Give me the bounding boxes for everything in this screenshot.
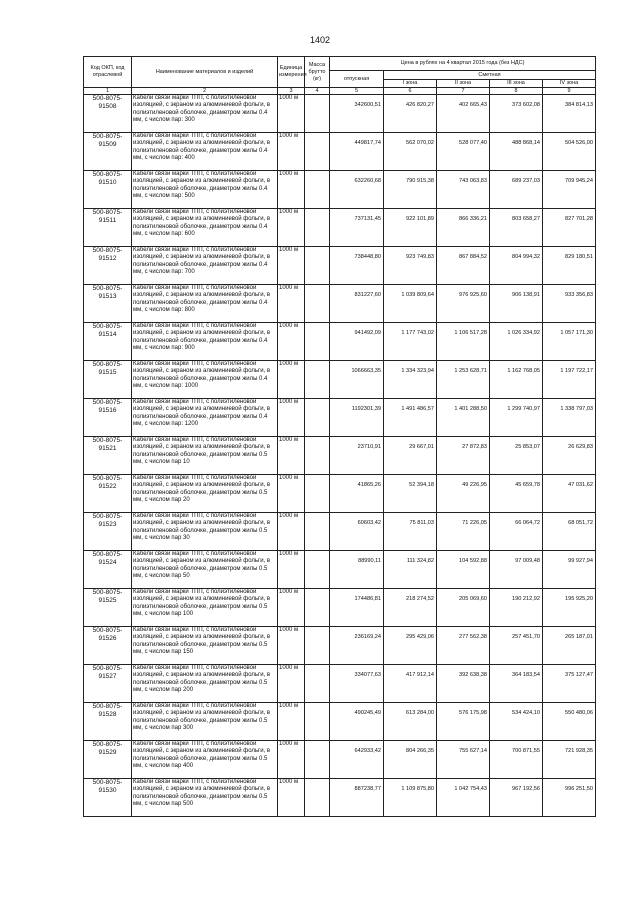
zone-1-price: 295 429,06 [384, 627, 437, 665]
column-number: 7 [437, 88, 490, 95]
zone-1-price: 1 109 875,80 [384, 779, 437, 817]
zone-4-price: 1 197 722,17 [543, 361, 596, 399]
product-name: Кабели связи марки ТПП, с полиэтиленовой изоляцией, с экраном из алюминиевой фольги, в полиэтиленовой оболочке, диаметром жилы 0.4 мм, с числом пар: 800 [132, 285, 278, 323]
product-code: 500-8075-91522 [84, 475, 132, 513]
product-code: 500-8075-91510 [84, 171, 132, 209]
unit-of-measure: 1000 м [278, 133, 305, 171]
zone-4-price: 996 251,50 [543, 779, 596, 817]
product-name: Кабели связи марки ТПП, с полиэтиленовой изоляцией, с экраном из алюминиевой фольги, в полиэтиленовой оболочке, диаметром жилы 0.4 мм, с числом пар: 700 [132, 247, 278, 285]
zone-3-price: 1 026 334,92 [490, 323, 543, 361]
zone-3-price: 804 994,32 [490, 247, 543, 285]
zone-2-price: 743 063,83 [437, 171, 490, 209]
release-price: 60603,42 [330, 513, 384, 551]
release-price: 1192301,39 [330, 399, 384, 437]
table-row [84, 171, 596, 209]
unit-of-measure: 1000 м [278, 323, 305, 361]
table-row [84, 323, 596, 361]
zone-4-price: 99 927,94 [543, 551, 596, 589]
zone-2-price: 866 336,21 [437, 209, 490, 247]
product-name: Кабели связи марки ТПП, с полиэтиленовой изоляцией, с экраном из алюминиевой фольги, в полиэтиленовой оболочке, диаметром жилы 0.5 мм, с числом пар 100 [132, 589, 278, 627]
table-row [84, 247, 596, 285]
unit-of-measure: 1000 м [278, 247, 305, 285]
unit-of-measure: 1000 м [278, 551, 305, 589]
zone-4-price: 68 051,72 [543, 513, 596, 551]
product-name: Кабели связи марки ТПП, с полиэтиленовой изоляцией, с экраном из алюминиевой фольги, в полиэтиленовой оболочке, диаметром жилы 0.5 мм, с числом пар 10 [132, 437, 278, 475]
zone-1-price: 562 070,02 [384, 133, 437, 171]
zone-4-price: 933 356,83 [543, 285, 596, 323]
release-price: 490245,49 [330, 703, 384, 741]
zone-4-price: 504 526,00 [543, 133, 596, 171]
zone-4-price: 265 187,01 [543, 627, 596, 665]
zone-3-price: 1 162 768,05 [490, 361, 543, 399]
zone-1-price: 613 284,00 [384, 703, 437, 741]
gross-mass [305, 551, 330, 589]
zone-3-price: 906 138,91 [490, 285, 543, 323]
table-row [84, 551, 596, 589]
zone-2-price: 27 872,83 [437, 437, 490, 475]
product-name: Кабели связи марки ТПП, с полиэтиленовой изоляцией, с экраном из алюминиевой фольги, в полиэтиленовой оболочке, диаметром жилы 0.5 мм, с числом пар 200 [132, 665, 278, 703]
zone-3-price: 488 868,14 [490, 133, 543, 171]
zone-4-price: 384 814,13 [543, 95, 596, 133]
unit-of-measure: 1000 м [278, 475, 305, 513]
column-number-row [84, 88, 596, 95]
table-body [84, 95, 596, 817]
header-zone-4: IV зона [543, 80, 596, 88]
gross-mass [305, 513, 330, 551]
gross-mass [305, 665, 330, 703]
zone-3-price: 25 853,07 [490, 437, 543, 475]
product-name: Кабели связи марки ТПП, с полиэтиленовой изоляцией, с экраном из алюминиевой фольги, в полиэтиленовой оболочке, диаметром жилы 0.5 мм, с числом пар 300 [132, 703, 278, 741]
zone-4-price: 375 127,47 [543, 665, 596, 703]
product-code: 500-8075-91508 [84, 95, 132, 133]
table-row [84, 437, 596, 475]
table-row [84, 95, 596, 133]
zone-2-price: 49 226,95 [437, 475, 490, 513]
release-price: 887238,77 [330, 779, 384, 817]
release-price: 632260,68 [330, 171, 384, 209]
product-code: 500-8075-91525 [84, 589, 132, 627]
unit-of-measure: 1000 м [278, 95, 305, 133]
zone-4-price: 47 031,62 [543, 475, 596, 513]
unit-of-measure: 1000 м [278, 399, 305, 437]
column-number: 5 [330, 88, 384, 95]
zone-4-price: 550 480,06 [543, 703, 596, 741]
product-code: 500-8075-91512 [84, 247, 132, 285]
zone-2-price: 392 638,38 [437, 665, 490, 703]
zone-1-price: 1 177 743,02 [384, 323, 437, 361]
zone-4-price: 827 701,28 [543, 209, 596, 247]
table-row [84, 513, 596, 551]
header-estimate: Сметная [384, 71, 596, 80]
unit-of-measure: 1000 м [278, 171, 305, 209]
unit-of-measure: 1000 м [278, 703, 305, 741]
zone-1-price: 52 394,18 [384, 475, 437, 513]
header-mass: Масса брутто (кг) [305, 57, 330, 88]
release-price: 941492,09 [330, 323, 384, 361]
zone-4-price: 1 338 797,03 [543, 399, 596, 437]
zone-3-price: 97 009,48 [490, 551, 543, 589]
zone-2-price: 1 401 288,50 [437, 399, 490, 437]
gross-mass [305, 209, 330, 247]
zone-1-price: 218 274,52 [384, 589, 437, 627]
unit-of-measure: 1000 м [278, 741, 305, 779]
table-row [84, 399, 596, 437]
product-code: 500-8075-91530 [84, 779, 132, 817]
zone-3-price: 45 659,78 [490, 475, 543, 513]
product-code: 500-8075-91527 [84, 665, 132, 703]
table-row [84, 209, 596, 247]
product-code: 500-8075-91523 [84, 513, 132, 551]
zone-1-price: 923 749,83 [384, 247, 437, 285]
release-price: 334077,63 [330, 665, 384, 703]
zone-3-price: 534 424,10 [490, 703, 543, 741]
zone-4-price: 1 057 171,30 [543, 323, 596, 361]
unit-of-measure: 1000 м [278, 361, 305, 399]
table-row [84, 627, 596, 665]
product-code: 500-8075-91509 [84, 133, 132, 171]
header-code: Код ОКП, код отраслевой [84, 57, 132, 88]
release-price: 449817,74 [330, 133, 384, 171]
zone-2-price: 528 077,40 [437, 133, 490, 171]
unit-of-measure: 1000 м [278, 665, 305, 703]
unit-of-measure: 1000 м [278, 437, 305, 475]
zone-2-price: 867 884,52 [437, 247, 490, 285]
table-row [84, 285, 596, 323]
product-name: Кабели связи марки ТПП, с полиэтиленовой изоляцией, с экраном из алюминиевой фольги, в полиэтиленовой оболочке, диаметром жилы 0.4 мм, с числом пар: 600 [132, 209, 278, 247]
column-number: 8 [490, 88, 543, 95]
zone-3-price: 689 237,03 [490, 171, 543, 209]
column-number: 4 [305, 88, 330, 95]
gross-mass [305, 285, 330, 323]
unit-of-measure: 1000 м [278, 513, 305, 551]
product-code: 500-8075-91529 [84, 741, 132, 779]
gross-mass [305, 133, 330, 171]
product-code: 500-8075-91526 [84, 627, 132, 665]
zone-3-price: 1 299 740,97 [490, 399, 543, 437]
price-table [83, 56, 596, 817]
release-price: 737131,45 [330, 209, 384, 247]
zone-3-price: 700 871,55 [490, 741, 543, 779]
release-price: 41865,26 [330, 475, 384, 513]
table-row [84, 741, 596, 779]
zone-1-price: 790 915,38 [384, 171, 437, 209]
product-code: 500-8075-91515 [84, 361, 132, 399]
zone-1-price: 1 491 486,57 [384, 399, 437, 437]
unit-of-measure: 1000 м [278, 627, 305, 665]
gross-mass [305, 627, 330, 665]
release-price: 642933,42 [330, 741, 384, 779]
column-number: 6 [384, 88, 437, 95]
product-code: 500-8075-91511 [84, 209, 132, 247]
zone-3-price: 803 658,27 [490, 209, 543, 247]
header-zone-1: I зона [384, 80, 437, 88]
zone-2-price: 755 627,14 [437, 741, 490, 779]
gross-mass [305, 589, 330, 627]
zone-2-price: 71 226,05 [437, 513, 490, 551]
zone-4-price: 829 180,51 [543, 247, 596, 285]
zone-2-price: 1 042 754,43 [437, 779, 490, 817]
zone-1-price: 1 334 323,94 [384, 361, 437, 399]
product-code: 500-8075-91521 [84, 437, 132, 475]
table-row [84, 703, 596, 741]
gross-mass [305, 95, 330, 133]
zone-2-price: 205 069,60 [437, 589, 490, 627]
product-name: Кабели связи марки ТПП, с полиэтиленовой изоляцией, с экраном из алюминиевой фольги, в полиэтиленовой оболочке, диаметром жилы 0.4 мм, с числом пар: 300 [132, 95, 278, 133]
table-row [84, 779, 596, 817]
gross-mass [305, 703, 330, 741]
zone-3-price: 66 064,72 [490, 513, 543, 551]
page-number: 1402 [309, 35, 331, 45]
unit-of-measure: 1000 м [278, 209, 305, 247]
gross-mass [305, 247, 330, 285]
zone-1-price: 29 667,01 [384, 437, 437, 475]
zone-1-price: 75 811,03 [384, 513, 437, 551]
zone-2-price: 1 253 628,71 [437, 361, 490, 399]
table-row [84, 665, 596, 703]
zone-2-price: 402 665,43 [437, 95, 490, 133]
release-price: 88990,11 [330, 551, 384, 589]
unit-of-measure: 1000 м [278, 589, 305, 627]
zone-1-price: 922 101,89 [384, 209, 437, 247]
gross-mass [305, 399, 330, 437]
zone-1-price: 111 324,82 [384, 551, 437, 589]
zone-3-price: 257 451,70 [490, 627, 543, 665]
product-name: Кабели связи марки ТПП, с полиэтиленовой изоляцией, с экраном из алюминиевой фольги, в полиэтиленовой оболочке, диаметром жилы 0.4 мм, с числом пар: 500 [132, 171, 278, 209]
release-price: 23710,91 [330, 437, 384, 475]
zone-3-price: 364 183,54 [490, 665, 543, 703]
gross-mass [305, 323, 330, 361]
unit-of-measure: 1000 м [278, 779, 305, 817]
gross-mass [305, 779, 330, 817]
gross-mass [305, 171, 330, 209]
product-name: Кабели связи марки ТПП, с полиэтиленовой изоляцией, с экраном из алюминиевой фольги, в полиэтиленовой оболочке, диаметром жилы 0.5 мм, с числом пар 50 [132, 551, 278, 589]
product-name: Кабели связи марки ТПП, с полиэтиленовой изоляцией, с экраном из алюминиевой фольги, в полиэтиленовой оболочке, диаметром жилы 0.5 мм, с числом пар 20 [132, 475, 278, 513]
product-name: Кабели связи марки ТПП, с полиэтиленовой изоляцией, с экраном из алюминиевой фольги, в полиэтиленовой оболочке, диаметром жилы 0.4 мм, с числом пар: 1000 [132, 361, 278, 399]
product-name: Кабели связи марки ТПП, с полиэтиленовой изоляцией, с экраном из алюминиевой фольги, в полиэтиленовой оболочке, диаметром жилы 0.5 мм, с числом пар 30 [132, 513, 278, 551]
zone-1-price: 417 912,14 [384, 665, 437, 703]
release-price: 236169,24 [330, 627, 384, 665]
product-code: 500-8075-91528 [84, 703, 132, 741]
zone-3-price: 190 212,92 [490, 589, 543, 627]
gross-mass [305, 437, 330, 475]
gross-mass [305, 361, 330, 399]
header-release: отпускная [330, 71, 384, 88]
gross-mass [305, 475, 330, 513]
zone-2-price: 104 592,88 [437, 551, 490, 589]
product-code: 500-8075-91513 [84, 285, 132, 323]
zone-1-price: 804 266,35 [384, 741, 437, 779]
zone-2-price: 1 106 517,28 [437, 323, 490, 361]
zone-3-price: 373 602,08 [490, 95, 543, 133]
zone-4-price: 26 629,83 [543, 437, 596, 475]
column-number: 9 [543, 88, 596, 95]
zone-1-price: 426 820,27 [384, 95, 437, 133]
release-price: 342600,51 [330, 95, 384, 133]
header-zone-2: II зона [437, 80, 490, 88]
zone-2-price: 576 175,98 [437, 703, 490, 741]
table-row [84, 475, 596, 513]
product-name: Кабели связи марки ТПП, с полиэтиленовой изоляцией, с экраном из алюминиевой фольги, в полиэтиленовой оболочке, диаметром жилы 0.5 мм, с числом пар 150 [132, 627, 278, 665]
column-number: 3 [278, 88, 305, 95]
zone-3-price: 967 192,56 [490, 779, 543, 817]
zone-1-price: 1 039 809,64 [384, 285, 437, 323]
product-name: Кабели связи марки ТПП, с полиэтиленовой изоляцией, с экраном из алюминиевой фольги, в полиэтиленовой оболочке, диаметром жилы 0.4 мм, с числом пар: 1200 [132, 399, 278, 437]
gross-mass [305, 741, 330, 779]
release-price: 174486,81 [330, 589, 384, 627]
header-name: Наименование материалов и изделий [132, 57, 278, 88]
table-row [84, 589, 596, 627]
product-name: Кабели связи марки ТПП, с полиэтиленовой изоляцией, с экраном из алюминиевой фольги, в полиэтиленовой оболочке, диаметром жилы 0.4 мм, с числом пар: 900 [132, 323, 278, 361]
zone-4-price: 709 945,24 [543, 171, 596, 209]
product-code: 500-8075-91516 [84, 399, 132, 437]
product-code: 500-8075-91514 [84, 323, 132, 361]
zone-2-price: 976 925,60 [437, 285, 490, 323]
product-name: Кабели связи марки ТПП, с полиэтиленовой изоляцией, с экраном из алюминиевой фольги, в полиэтиленовой оболочке, диаметром жилы 0.5 мм, с числом пар 500 [132, 779, 278, 817]
header-price-group: Цена в рублях на 4 квартал 2015 года (без НДС) [330, 57, 596, 71]
column-number: 2 [132, 88, 278, 95]
release-price: 831227,60 [330, 285, 384, 323]
column-number: 1 [84, 88, 132, 95]
product-name: Кабели связи марки ТПП, с полиэтиленовой изоляцией, с экраном из алюминиевой фольги, в полиэтиленовой оболочке, диаметром жилы 0.4 мм, с числом пар: 400 [132, 133, 278, 171]
table-row [84, 361, 596, 399]
release-price: 738448,80 [330, 247, 384, 285]
zone-4-price: 195 925,20 [543, 589, 596, 627]
product-name: Кабели связи марки ТПП, с полиэтиленовой изоляцией, с экраном из алюминиевой фольги, в полиэтиленовой оболочке, диаметром жилы 0.5 мм, с числом пар 400 [132, 741, 278, 779]
zone-2-price: 277 562,38 [437, 627, 490, 665]
release-price: 1066663,35 [330, 361, 384, 399]
header-unit: Единица измерения [278, 57, 305, 88]
header-zone-3: III зона [490, 80, 543, 88]
unit-of-measure: 1000 м [278, 285, 305, 323]
product-code: 500-8075-91524 [84, 551, 132, 589]
table-row [84, 133, 596, 171]
zone-4-price: 721 928,35 [543, 741, 596, 779]
